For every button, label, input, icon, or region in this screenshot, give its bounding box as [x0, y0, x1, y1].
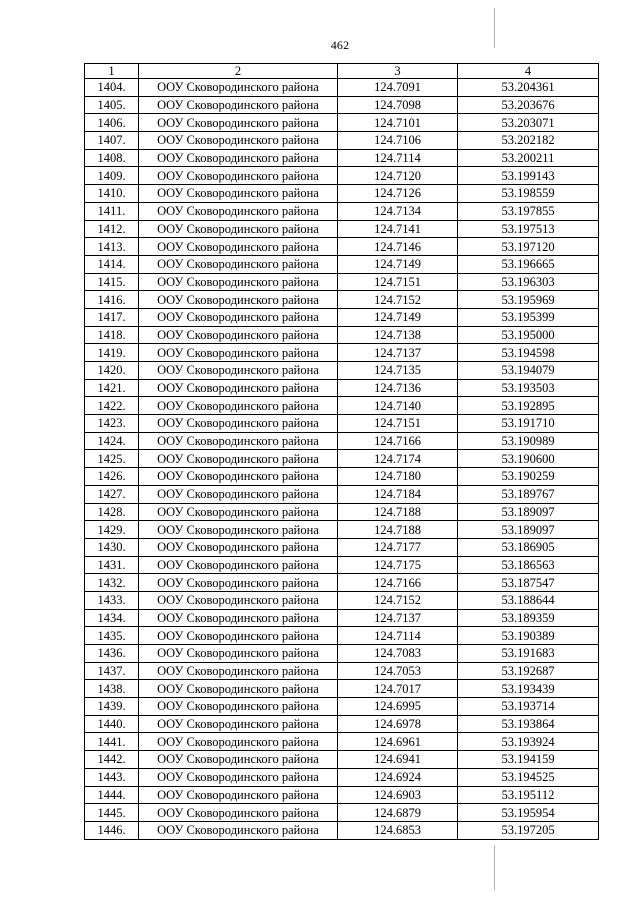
longitude-value: 124.7180 [338, 468, 458, 486]
region-name: ООУ Сковородинского района [139, 574, 338, 592]
region-name: ООУ Сковородинского района [139, 645, 338, 663]
latitude-value: 53.199143 [458, 167, 599, 185]
latitude-value: 53.190389 [458, 627, 599, 645]
longitude-value: 124.7152 [338, 291, 458, 309]
row-number: 1434. [85, 609, 139, 627]
longitude-value: 124.7151 [338, 273, 458, 291]
table-body [85, 79, 599, 840]
row-number: 1409. [85, 167, 139, 185]
table-row [85, 468, 599, 486]
table-row [85, 645, 599, 663]
page-number: 462 [330, 38, 350, 52]
table-row [85, 79, 599, 97]
row-number: 1424. [85, 432, 139, 450]
table-row [85, 521, 599, 539]
row-number: 1410. [85, 185, 139, 203]
latitude-value: 53.194525 [458, 768, 599, 786]
latitude-value: 53.192687 [458, 662, 599, 680]
region-name: ООУ Сковородинского района [139, 751, 338, 769]
region-name: ООУ Сковородинского района [139, 96, 338, 114]
row-number: 1405. [85, 96, 139, 114]
latitude-value: 53.187547 [458, 574, 599, 592]
latitude-value: 53.195112 [458, 786, 599, 804]
row-number: 1443. [85, 768, 139, 786]
table-row [85, 768, 599, 786]
row-number: 1421. [85, 379, 139, 397]
row-number: 1438. [85, 680, 139, 698]
row-number: 1445. [85, 804, 139, 822]
latitude-value: 53.202182 [458, 132, 599, 150]
table-row [85, 344, 599, 362]
region-name: ООУ Сковородинского района [139, 273, 338, 291]
table-row [85, 733, 599, 751]
coordinates-table [84, 63, 599, 840]
region-name: ООУ Сковородинского района [139, 326, 338, 344]
region-name: ООУ Сковородинского района [139, 662, 338, 680]
row-number: 1428. [85, 503, 139, 521]
region-name: ООУ Сковородинского района [139, 362, 338, 380]
longitude-value: 124.7140 [338, 397, 458, 415]
region-name: ООУ Сковородинского района [139, 503, 338, 521]
longitude-value: 124.6941 [338, 751, 458, 769]
longitude-value: 124.7134 [338, 202, 458, 220]
region-name: ООУ Сковородинского района [139, 397, 338, 415]
longitude-value: 124.6995 [338, 698, 458, 716]
latitude-value: 53.197855 [458, 202, 599, 220]
longitude-value: 124.6853 [338, 821, 458, 839]
region-name: ООУ Сковородинского района [139, 167, 338, 185]
latitude-value: 53.190989 [458, 432, 599, 450]
region-name: ООУ Сковородинского района [139, 485, 338, 503]
region-name: ООУ Сковородинского района [139, 786, 338, 804]
longitude-value: 124.7136 [338, 379, 458, 397]
region-name: ООУ Сковородинского района [139, 344, 338, 362]
latitude-value: 53.186563 [458, 556, 599, 574]
latitude-value: 53.195954 [458, 804, 599, 822]
region-name: ООУ Сковородинского района [139, 291, 338, 309]
latitude-value: 53.195000 [458, 326, 599, 344]
longitude-value: 124.6961 [338, 733, 458, 751]
longitude-value: 124.6924 [338, 768, 458, 786]
latitude-value: 53.203676 [458, 96, 599, 114]
latitude-value: 53.189359 [458, 609, 599, 627]
region-name: ООУ Сковородинского района [139, 538, 338, 556]
table-row [85, 326, 599, 344]
longitude-value: 124.7017 [338, 680, 458, 698]
latitude-value: 53.193714 [458, 698, 599, 716]
longitude-value: 124.7138 [338, 326, 458, 344]
latitude-value: 53.189097 [458, 503, 599, 521]
header-col-1: 1 [85, 64, 139, 79]
row-number: 1415. [85, 273, 139, 291]
latitude-value: 53.188644 [458, 591, 599, 609]
table-row [85, 291, 599, 309]
scan-fold-line-top [494, 8, 495, 48]
region-name: ООУ Сковородинского района [139, 185, 338, 203]
row-number: 1408. [85, 149, 139, 167]
table-row [85, 680, 599, 698]
longitude-value: 124.7098 [338, 96, 458, 114]
longitude-value: 124.7188 [338, 503, 458, 521]
table-row [85, 804, 599, 822]
region-name: ООУ Сковородинского района [139, 220, 338, 238]
latitude-value: 53.197120 [458, 238, 599, 256]
row-number: 1425. [85, 450, 139, 468]
region-name: ООУ Сковородинского района [139, 415, 338, 433]
table-row [85, 786, 599, 804]
longitude-value: 124.7114 [338, 627, 458, 645]
longitude-value: 124.7126 [338, 185, 458, 203]
table-row [85, 450, 599, 468]
region-name: ООУ Сковородинского района [139, 698, 338, 716]
row-number: 1444. [85, 786, 139, 804]
longitude-value: 124.7149 [338, 255, 458, 273]
table-row [85, 362, 599, 380]
table-row [85, 821, 599, 839]
latitude-value: 53.192895 [458, 397, 599, 415]
row-number: 1411. [85, 202, 139, 220]
table-row [85, 556, 599, 574]
latitude-value: 53.200211 [458, 149, 599, 167]
row-number: 1437. [85, 662, 139, 680]
region-name: ООУ Сковородинского района [139, 432, 338, 450]
region-name: ООУ Сковородинского района [139, 308, 338, 326]
table-row [85, 202, 599, 220]
latitude-value: 53.194079 [458, 362, 599, 380]
row-number: 1413. [85, 238, 139, 256]
table-row [85, 751, 599, 769]
table-row [85, 627, 599, 645]
row-number: 1429. [85, 521, 139, 539]
longitude-value: 124.7114 [338, 149, 458, 167]
header-col-4: 4 [458, 64, 599, 79]
table-row [85, 114, 599, 132]
longitude-value: 124.7091 [338, 79, 458, 97]
latitude-value: 53.195969 [458, 291, 599, 309]
region-name: ООУ Сковородинского района [139, 450, 338, 468]
latitude-value: 53.193924 [458, 733, 599, 751]
table-row [85, 238, 599, 256]
longitude-value: 124.7149 [338, 308, 458, 326]
region-name: ООУ Сковородинского района [139, 627, 338, 645]
region-name: ООУ Сковородинского района [139, 768, 338, 786]
row-number: 1406. [85, 114, 139, 132]
table-row [85, 379, 599, 397]
longitude-value: 124.7184 [338, 485, 458, 503]
latitude-value: 53.191683 [458, 645, 599, 663]
region-name: ООУ Сковородинского района [139, 609, 338, 627]
row-number: 1404. [85, 79, 139, 97]
row-number: 1414. [85, 255, 139, 273]
longitude-value: 124.7137 [338, 609, 458, 627]
row-number: 1419. [85, 344, 139, 362]
region-name: ООУ Сковородинского района [139, 114, 338, 132]
header-col-3: 3 [338, 64, 458, 79]
latitude-value: 53.190600 [458, 450, 599, 468]
table-row [85, 273, 599, 291]
longitude-value: 124.7135 [338, 362, 458, 380]
table-row [85, 503, 599, 521]
row-number: 1441. [85, 733, 139, 751]
longitude-value: 124.6978 [338, 715, 458, 733]
latitude-value: 53.195399 [458, 308, 599, 326]
table-row [85, 485, 599, 503]
table-row [85, 149, 599, 167]
region-name: ООУ Сковородинского района [139, 733, 338, 751]
latitude-value: 53.197513 [458, 220, 599, 238]
region-name: ООУ Сковородинского района [139, 804, 338, 822]
row-number: 1423. [85, 415, 139, 433]
longitude-value: 124.7137 [338, 344, 458, 362]
region-name: ООУ Сковородинского района [139, 556, 338, 574]
latitude-value: 53.186905 [458, 538, 599, 556]
row-number: 1436. [85, 645, 139, 663]
longitude-value: 124.7152 [338, 591, 458, 609]
table-row [85, 167, 599, 185]
region-name: ООУ Сковородинского района [139, 468, 338, 486]
table-row [85, 96, 599, 114]
row-number: 1430. [85, 538, 139, 556]
table-row [85, 432, 599, 450]
table-row [85, 662, 599, 680]
region-name: ООУ Сковородинского района [139, 255, 338, 273]
region-name: ООУ Сковородинского района [139, 238, 338, 256]
row-number: 1439. [85, 698, 139, 716]
region-name: ООУ Сковородинского района [139, 821, 338, 839]
latitude-value: 53.197205 [458, 821, 599, 839]
row-number: 1431. [85, 556, 139, 574]
region-name: ООУ Сковородинского района [139, 379, 338, 397]
latitude-value: 53.204361 [458, 79, 599, 97]
latitude-value: 53.194598 [458, 344, 599, 362]
longitude-value: 124.7175 [338, 556, 458, 574]
table-row [85, 415, 599, 433]
table-row [85, 308, 599, 326]
longitude-value: 124.7166 [338, 432, 458, 450]
latitude-value: 53.196303 [458, 273, 599, 291]
table-row [85, 255, 599, 273]
longitude-value: 124.7101 [338, 114, 458, 132]
latitude-value: 53.189097 [458, 521, 599, 539]
latitude-value: 53.193503 [458, 379, 599, 397]
region-name: ООУ Сковородинского района [139, 79, 338, 97]
row-number: 1418. [85, 326, 139, 344]
longitude-value: 124.7053 [338, 662, 458, 680]
table-row [85, 591, 599, 609]
row-number: 1417. [85, 308, 139, 326]
row-number: 1432. [85, 574, 139, 592]
longitude-value: 124.7188 [338, 521, 458, 539]
longitude-value: 124.7083 [338, 645, 458, 663]
row-number: 1433. [85, 591, 139, 609]
longitude-value: 124.7120 [338, 167, 458, 185]
row-number: 1422. [85, 397, 139, 415]
row-number: 1446. [85, 821, 139, 839]
latitude-value: 53.198559 [458, 185, 599, 203]
longitude-value: 124.7106 [338, 132, 458, 150]
region-name: ООУ Сковородинского района [139, 202, 338, 220]
row-number: 1416. [85, 291, 139, 309]
latitude-value: 53.196665 [458, 255, 599, 273]
header-col-2: 2 [139, 64, 338, 79]
latitude-value: 53.190259 [458, 468, 599, 486]
longitude-value: 124.6903 [338, 786, 458, 804]
region-name: ООУ Сковородинского района [139, 132, 338, 150]
table-row [85, 715, 599, 733]
scan-fold-line-bottom [494, 845, 495, 890]
longitude-value: 124.7174 [338, 450, 458, 468]
latitude-value: 53.191710 [458, 415, 599, 433]
table-row [85, 574, 599, 592]
table-row [85, 185, 599, 203]
region-name: ООУ Сковородинского района [139, 149, 338, 167]
latitude-value: 53.203071 [458, 114, 599, 132]
longitude-value: 124.7141 [338, 220, 458, 238]
latitude-value: 53.193864 [458, 715, 599, 733]
row-number: 1427. [85, 485, 139, 503]
header-row [85, 64, 599, 79]
row-number: 1407. [85, 132, 139, 150]
table-row [85, 220, 599, 238]
table-row [85, 609, 599, 627]
longitude-value: 124.7166 [338, 574, 458, 592]
longitude-value: 124.6879 [338, 804, 458, 822]
row-number: 1426. [85, 468, 139, 486]
row-number: 1442. [85, 751, 139, 769]
region-name: ООУ Сковородинского района [139, 521, 338, 539]
row-number: 1440. [85, 715, 139, 733]
longitude-value: 124.7151 [338, 415, 458, 433]
table-row [85, 538, 599, 556]
row-number: 1420. [85, 362, 139, 380]
region-name: ООУ Сковородинского района [139, 591, 338, 609]
row-number: 1435. [85, 627, 139, 645]
table-row [85, 132, 599, 150]
row-number: 1412. [85, 220, 139, 238]
longitude-value: 124.7177 [338, 538, 458, 556]
region-name: ООУ Сковородинского района [139, 715, 338, 733]
latitude-value: 53.189767 [458, 485, 599, 503]
latitude-value: 53.193439 [458, 680, 599, 698]
table-row [85, 698, 599, 716]
latitude-value: 53.194159 [458, 751, 599, 769]
longitude-value: 124.7146 [338, 238, 458, 256]
region-name: ООУ Сковородинского района [139, 680, 338, 698]
table-row [85, 397, 599, 415]
